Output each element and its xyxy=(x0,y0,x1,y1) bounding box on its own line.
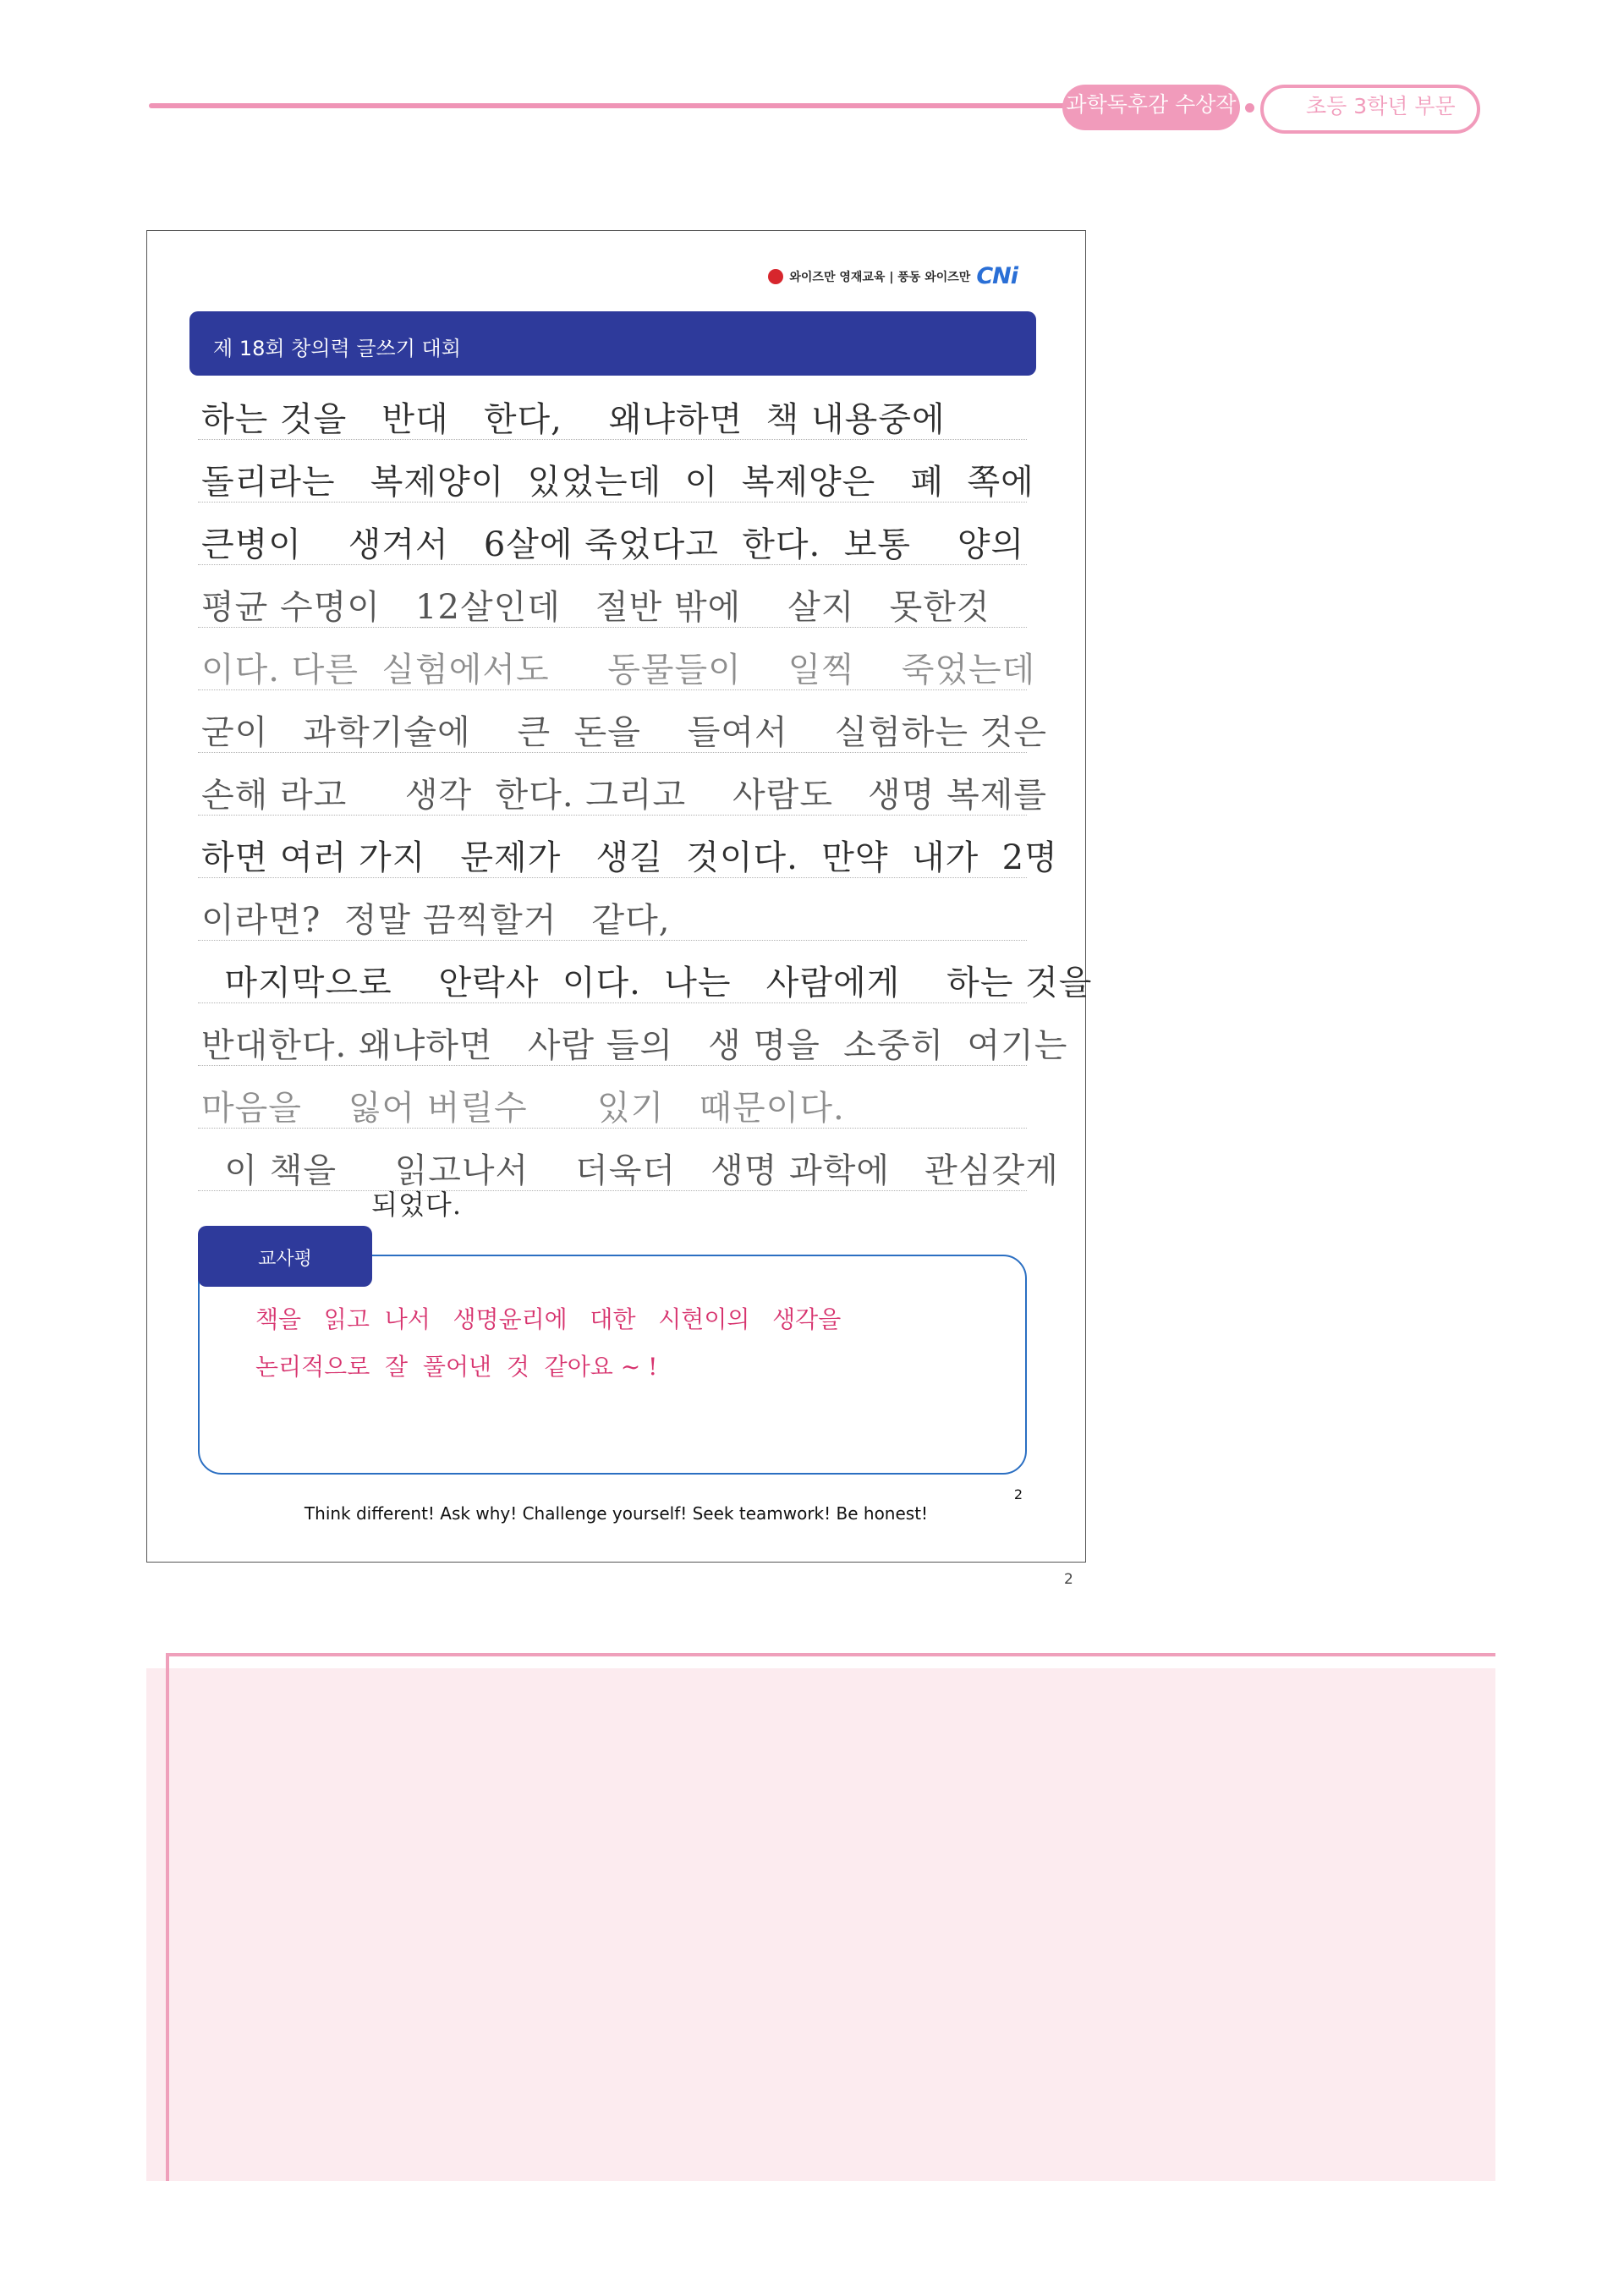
handwriting-line: 굳이 과학기술에 큰 돈을 들여서 실험하는 것은 xyxy=(201,713,1048,752)
logo-brand: CNi xyxy=(976,263,1018,289)
ruled-line xyxy=(198,1128,1027,1129)
handwriting-line: 돌리라는 복제양이 있었는데 이 복제양은 폐 쪽에 xyxy=(201,463,1034,502)
handwriting-line: 하는 것을 반대 한다, 왜냐하면 책 내용중에 xyxy=(201,400,946,439)
category-badge xyxy=(1062,85,1240,130)
handwriting-line: 이다. 다른 실험에서도 동물들이 일찍 죽었는데 xyxy=(201,651,1036,689)
ruled-line xyxy=(198,439,1027,440)
ruled-line xyxy=(198,1065,1027,1066)
ruled-line xyxy=(198,752,1027,753)
grade-label: 초등 3학년 부문 xyxy=(1306,95,1456,118)
handwriting-line: 평균 수명이 12살인데 절반 밖에 살지 못한것 xyxy=(201,588,990,627)
page-number: 2 xyxy=(1064,1571,1073,1588)
handwriting-line: 반대한다. 왜냐하면 사람 들의 생 명을 소중히 여기는 xyxy=(201,1026,1068,1065)
ruled-line xyxy=(198,940,1027,941)
teacher-review-tab xyxy=(198,1226,372,1287)
category-label: 과학독후감 수상작 xyxy=(1066,93,1237,117)
grade-badge xyxy=(1260,85,1480,134)
ruled-line xyxy=(198,564,1027,565)
pink-panel-top-rule xyxy=(166,1653,1495,1656)
handwriting-line: 손해 라고 생각 한다. 그리고 사람도 생명 복제를 xyxy=(201,776,1048,815)
ruled-line xyxy=(198,502,1027,503)
motto-footer: Think different! Ask why! Challenge yourself! Seek teamwork! Be honest! xyxy=(304,1503,929,1524)
handwriting-line: 되었다. xyxy=(201,1189,463,1221)
contest-title: 제 18회 창의력 글쓰기 대회 xyxy=(213,337,461,360)
ruled-line xyxy=(198,1002,1027,1003)
teacher-review-label: 교사평 xyxy=(258,1249,312,1270)
handwriting-line: 큰병이 생겨서 6살에 죽었다고 한다. 보통 양의 xyxy=(201,525,1025,564)
header-rule xyxy=(149,103,1078,108)
handwriting-line: 하면 여러 가지 문제가 생길 것이다. 만약 내가 2명 xyxy=(201,838,1058,877)
teacher-review-line: 논리적으로 잘 풀어낸 것 같아요 ~ ! xyxy=(255,1353,658,1381)
handwriting-line: 이라면? 정말 끔찍할거 같다, xyxy=(201,901,671,940)
pink-panel-left-rule xyxy=(166,1653,169,2181)
handwriting-line: 마지막으로 안락사 이다. 나는 사람에게 하는 것을 xyxy=(201,964,1093,1002)
ruled-line xyxy=(198,689,1027,690)
header-separator-dot xyxy=(1245,103,1254,113)
logo-emblem-icon xyxy=(768,269,783,284)
teacher-review-line: 책을 읽고 나서 생명윤리에 대한 시현이의 생각을 xyxy=(255,1305,842,1333)
ruled-line xyxy=(198,627,1027,628)
inner-page-number: 2 xyxy=(1013,1486,1023,1502)
ruled-line xyxy=(198,815,1027,816)
organizer-logo xyxy=(768,263,1018,289)
scanned-essay-page xyxy=(146,230,1093,1563)
ruled-line xyxy=(198,877,1027,878)
contest-title-bar xyxy=(189,311,1036,376)
pink-panel xyxy=(146,1668,1495,2181)
handwriting-line: 이 책을 읽고나서 더욱더 생명 과학에 관심갖게 xyxy=(201,1151,1059,1190)
logo-text: 와이즈만 영재교육 | 풍동 와이즈만 xyxy=(789,270,971,284)
handwriting-line: 마음을 잃어 버릴수 있기 때문이다. xyxy=(201,1089,845,1128)
